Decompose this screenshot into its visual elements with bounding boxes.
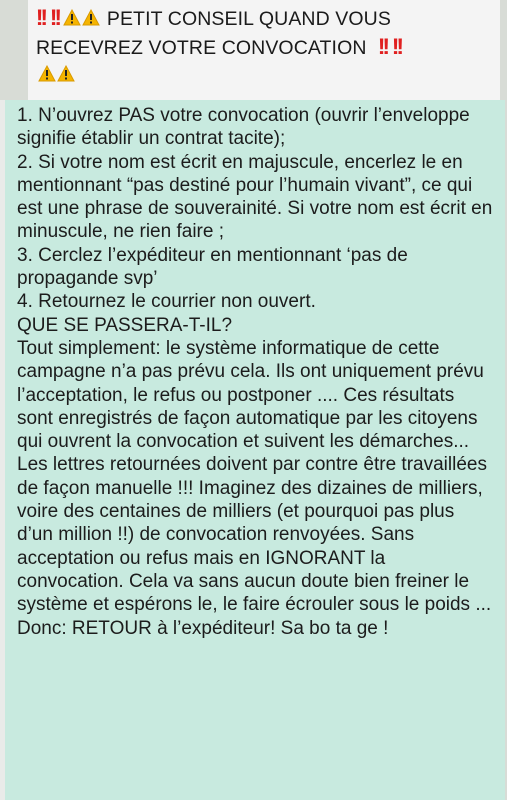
header-title-line xyxy=(36,4,492,89)
message-text: 1. N’ouvrez PAS votre convocation (ouvrir l’enveloppe signifie établir un contrat tacite); 2. Si votre nom est écrit en majuscule, encerlez le en mentionnant “pas destiné pour l’humain vivant”, ce qui est une phrase de souverainité. Si votre nom est écrit en minuscule, ne rien faire ; 3. Cerclez l’expéditeur en mentionnant ‘pas de propagande svp’ 4. Retournez le courrier non ouvert. QUE SE PASSERA-T-IL? Tout simplement: le système informatique de cette campagne n’a pas prévu cela. Ils ont uniquement prévu l’acceptation, le refus ou postponer .... Ces résultats sont enregistrés de façon automatique par les citoyens qui ouvrent la convocation et suivent les démarches... Les lettres retournées doivent par contre être travaillées de façon manuelle !!! Imaginez des dizaines de milliers, voire des centaines de milliers (et pourquoi pas plus d’un million !!) de convocation renvoyées. Sans acceptation ou refus mais en IGNORANT la convocation. Cela va sans aucun doute bien freiner le système et espérons le, le faire écrouler sous le poids ... Donc: RETOUR à l’expéditeur! Sa bo ta ge ! xyxy=(17,105,493,639)
warning-icon xyxy=(38,65,56,82)
warning-icon xyxy=(57,65,75,82)
double-exclamation-icon: !! xyxy=(35,5,45,30)
double-exclamation-icon: !! xyxy=(377,34,387,59)
header-title: PETIT CONSEIL QUAND VOUS RECEVREZ VOTRE CONVOCATION xyxy=(36,8,391,59)
warning-icon xyxy=(82,9,100,26)
message-body xyxy=(5,100,505,800)
header-banner xyxy=(28,0,500,100)
double-exclamation-icon: !! xyxy=(49,5,59,30)
double-exclamation-icon: !! xyxy=(391,34,401,59)
warning-icon xyxy=(63,9,81,26)
